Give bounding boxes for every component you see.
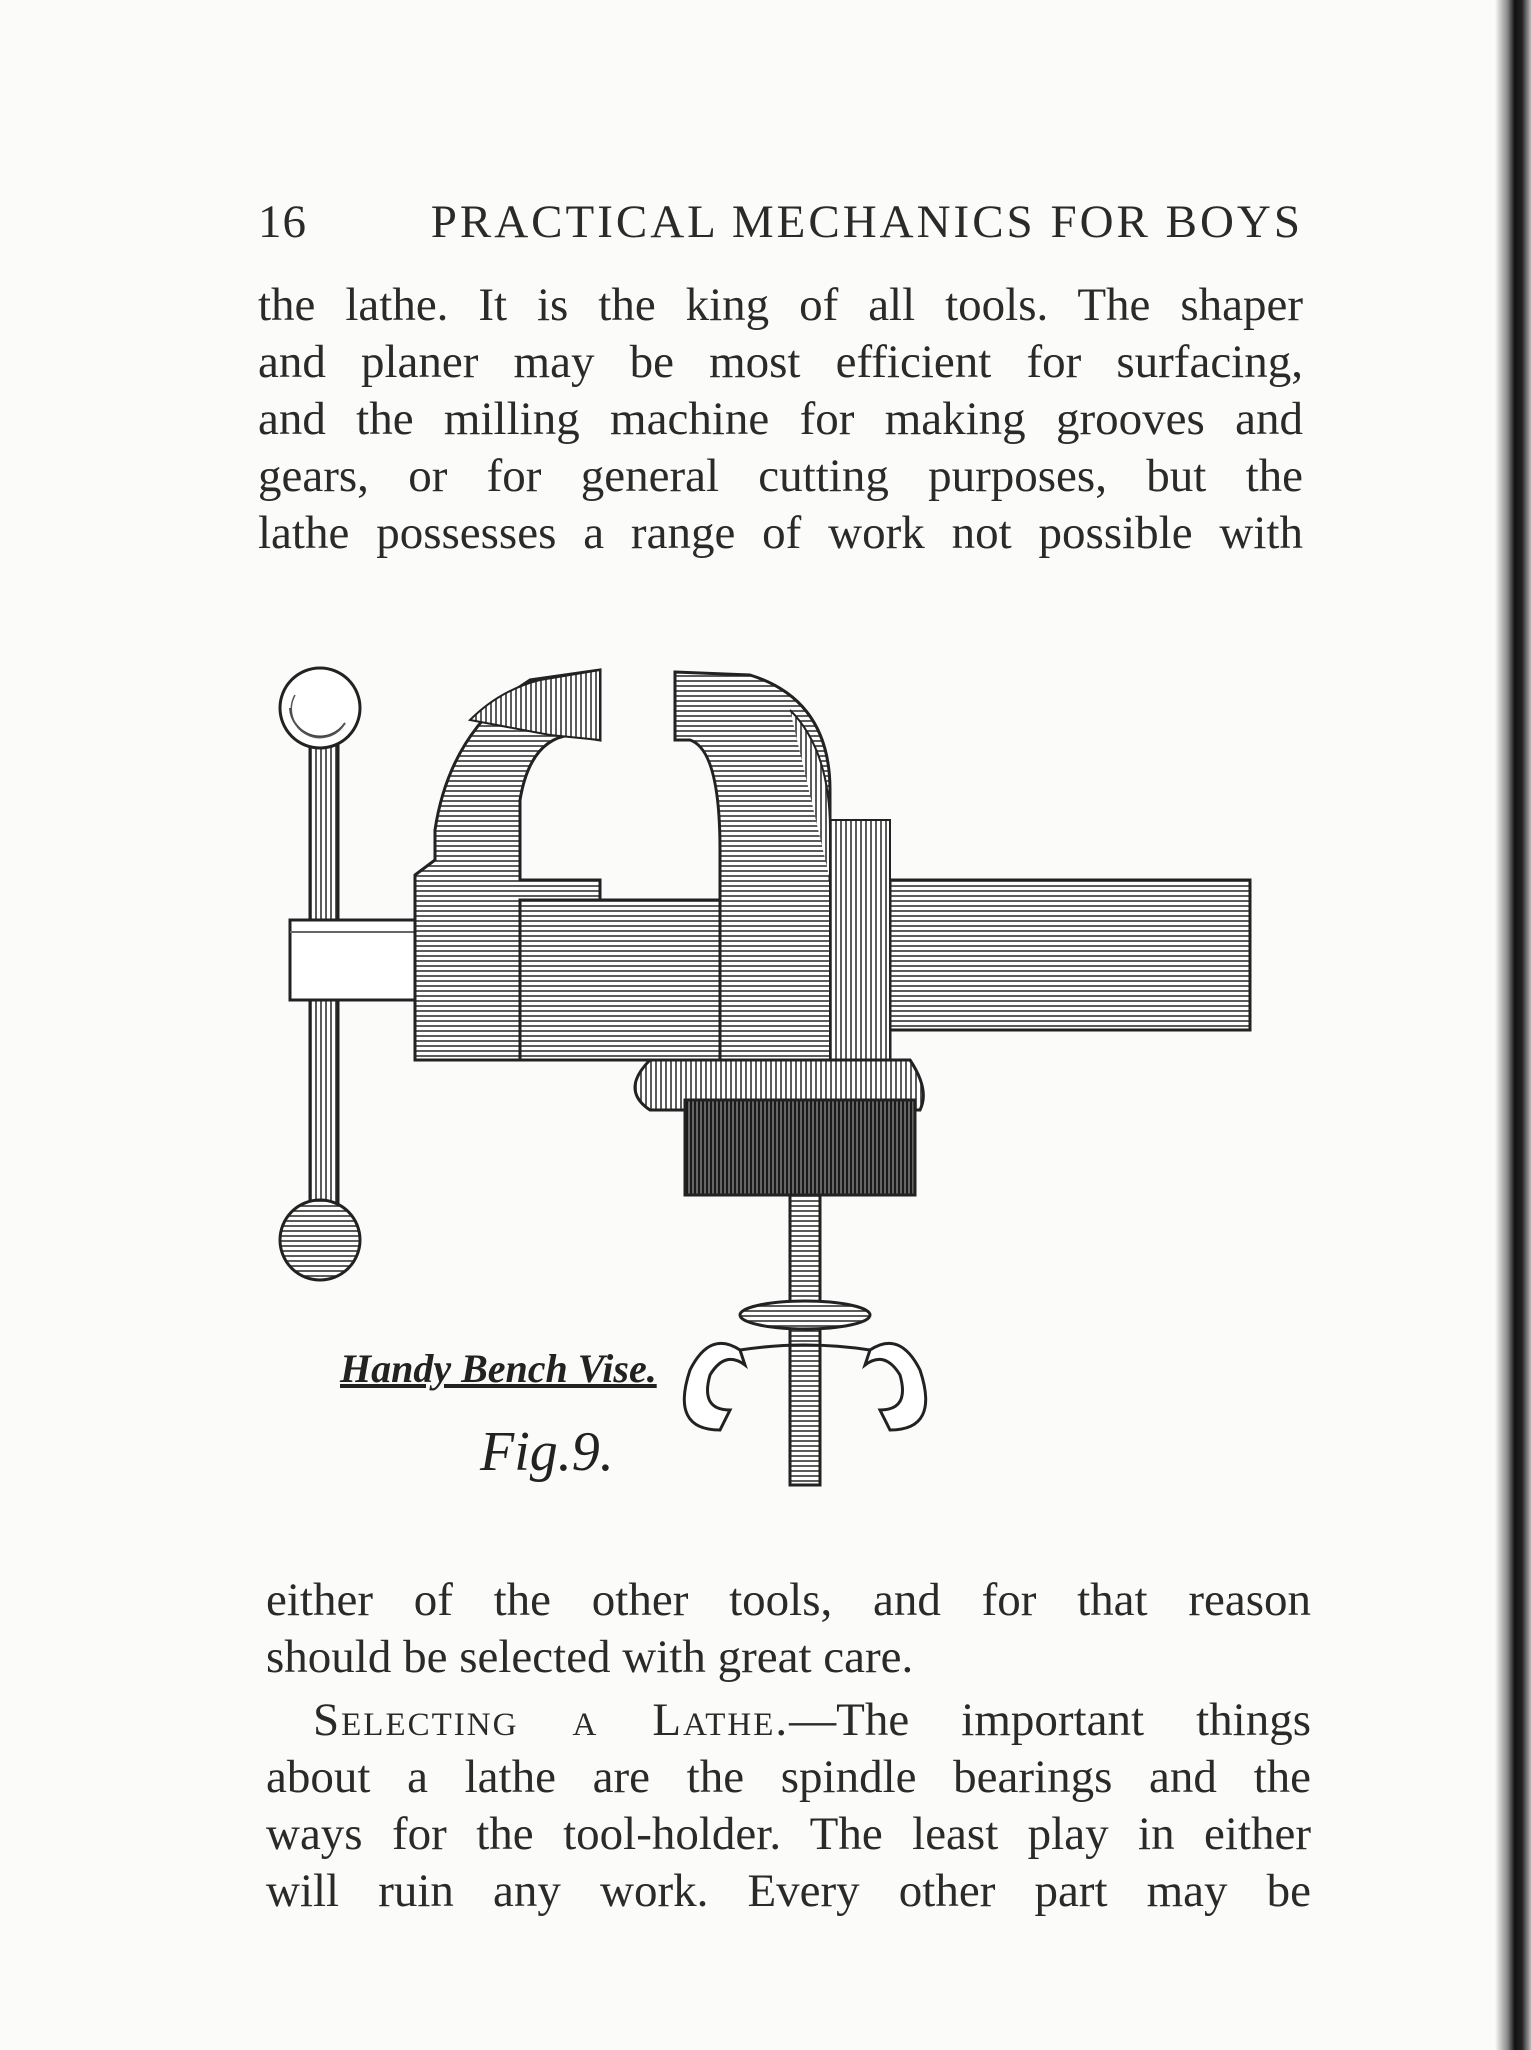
text-line: about a lathe are the spindle bearings and the bbox=[266, 1751, 1311, 1803]
running-header bbox=[258, 195, 1303, 249]
text-line: lathe possesses a range of work not possible with bbox=[258, 507, 1303, 559]
section-line-1: —The important things bbox=[789, 1694, 1311, 1746]
clamp-hook-right bbox=[865, 1343, 926, 1430]
text-line: should be selected with great care. bbox=[266, 1631, 914, 1683]
text-line: and the milling machine for making grooves and bbox=[258, 393, 1303, 445]
figure-caption: Handy Bench Vise. bbox=[340, 1346, 657, 1391]
paragraph-top bbox=[258, 277, 1303, 562]
text-line: the lathe. It is the king of all tools. The shaper bbox=[258, 279, 1303, 331]
figure-label: Fig.9. bbox=[480, 1421, 614, 1483]
text-line: will ruin any work. Every other part may be bbox=[266, 1865, 1311, 1917]
section-heading: Selecting a Lathe. bbox=[313, 1694, 790, 1746]
book-binding-edge bbox=[1495, 0, 1531, 2050]
paragraph-continued bbox=[266, 1572, 1311, 1686]
clamp-hook-left bbox=[684, 1343, 745, 1430]
vise-base bbox=[685, 1100, 915, 1195]
clamp-screw bbox=[790, 1195, 820, 1485]
section-selecting-a-lathe bbox=[266, 1692, 1311, 1920]
text-line: gears, or for general cutting purposes, but the bbox=[258, 450, 1303, 502]
slide-bar bbox=[870, 880, 1250, 1030]
running-title: PRACTICAL MECHANICS FOR BOYS bbox=[430, 196, 1303, 248]
text-line bbox=[266, 1692, 1311, 1749]
text-line: ways for the tool-holder. The least play in either bbox=[266, 1808, 1311, 1860]
text-line: and planer may be most efficient for surfacing, bbox=[258, 336, 1303, 388]
page-number: 16 bbox=[258, 196, 307, 248]
text-line: either of the other tools, and for that reason bbox=[266, 1574, 1311, 1626]
